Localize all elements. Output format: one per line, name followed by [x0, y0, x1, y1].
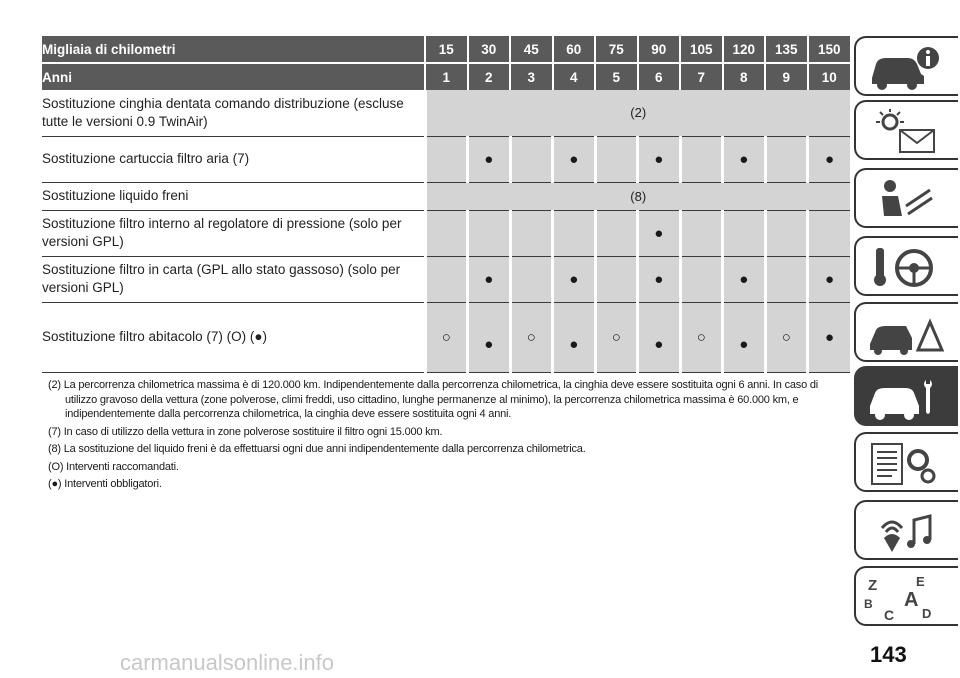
schedule-cell: ●	[808, 136, 851, 182]
km-header-label: Migliaia di chilometri	[42, 36, 425, 63]
schedule-cell	[808, 210, 851, 256]
year-value: 9	[765, 63, 808, 90]
schedule-cell: ●	[468, 302, 511, 372]
schedule-cell: ●	[468, 256, 511, 302]
schedule-cell: ●	[468, 136, 511, 182]
schedule-cell	[765, 256, 808, 302]
footnote: (8) La sostituzione del liquido freni è da effettuarsi ogni due anni indipendentemente dalla percorrenza chilometrica.	[48, 443, 586, 455]
year-value: 8	[723, 63, 766, 90]
km-value: 120	[723, 36, 766, 63]
svg-text:D: D	[922, 606, 932, 621]
schedule-cell: ●	[638, 256, 681, 302]
svg-text:B: B	[864, 597, 873, 611]
schedule-cell	[468, 210, 511, 256]
schedule-cell: ○	[595, 302, 638, 372]
years-header-row	[42, 63, 850, 90]
row-label: Sostituzione filtro interno al regolatore di pressione (solo per versioni GPL)	[42, 210, 425, 256]
year-value: 3	[510, 63, 553, 90]
schedule-cell	[765, 136, 808, 182]
index-icon	[864, 574, 944, 622]
year-value: 7	[680, 63, 723, 90]
schedule-cell	[723, 210, 766, 256]
km-value: 60	[553, 36, 596, 63]
schedule-cell: ●	[553, 302, 596, 372]
row-label: Sostituzione filtro in carta (GPL allo stato gassoso) (solo per versioni GPL)	[42, 256, 425, 302]
maintenance-icon	[864, 374, 944, 422]
schedule-cell	[595, 256, 638, 302]
footnotes	[48, 378, 838, 495]
table-row	[42, 210, 850, 256]
tab-emergency[interactable]	[854, 302, 958, 362]
schedule-cell: ●	[638, 136, 681, 182]
schedule-cell	[510, 210, 553, 256]
table-row	[42, 302, 850, 372]
tab-safety[interactable]	[854, 168, 958, 228]
schedule-cell	[425, 256, 468, 302]
span-note: (2)	[425, 90, 850, 136]
watermark: carmanualsonline.info	[120, 650, 335, 675]
schedule-cell: ●	[638, 302, 681, 372]
schedule-cell: ○	[680, 302, 723, 372]
tab-car-info[interactable]	[854, 36, 958, 96]
schedule-cell: ○	[510, 302, 553, 372]
table-row	[42, 256, 850, 302]
footnote: (●) Interventi obbligatori.	[48, 478, 162, 490]
schedule-cell: ●	[723, 256, 766, 302]
schedule-cell	[595, 136, 638, 182]
km-value: 45	[510, 36, 553, 63]
schedule-cell	[765, 210, 808, 256]
row-label: Sostituzione cinghia dentata comando distribuzione (escluse tutte le versioni 0.9 TwinAir)	[42, 90, 425, 136]
car-info-icon	[864, 44, 944, 92]
technical-data-icon	[864, 440, 944, 488]
schedule-cell	[553, 210, 596, 256]
tab-maintenance[interactable]	[854, 366, 958, 426]
emergency-icon	[864, 310, 944, 358]
tab-multimedia[interactable]	[854, 500, 958, 560]
schedule-cell: ●	[808, 302, 851, 372]
km-value: 30	[468, 36, 511, 63]
maintenance-schedule-table	[42, 36, 850, 373]
km-value: 15	[425, 36, 468, 63]
schedule-cell: ●	[553, 136, 596, 182]
schedule-cell	[595, 210, 638, 256]
svg-text:A: A	[904, 589, 919, 611]
table-row	[42, 90, 850, 136]
years-header-label: Anni	[42, 63, 425, 90]
km-value: 150	[808, 36, 851, 63]
tab-index[interactable]	[854, 566, 958, 626]
year-value: 6	[638, 63, 681, 90]
safety-airbag-icon	[864, 176, 944, 224]
svg-text:C: C	[884, 607, 895, 622]
page-number: 143	[870, 642, 907, 667]
km-header-row	[42, 36, 850, 63]
year-value: 10	[808, 63, 851, 90]
schedule-cell	[510, 256, 553, 302]
schedule-cell: ●	[723, 136, 766, 182]
year-value: 1	[425, 63, 468, 90]
tab-technical-data[interactable]	[854, 432, 958, 492]
schedule-cell: ●	[808, 256, 851, 302]
multimedia-icon	[864, 508, 944, 556]
row-label: Sostituzione cartuccia filtro aria (7)	[42, 136, 425, 182]
schedule-cell	[680, 136, 723, 182]
span-note: (8)	[425, 182, 850, 210]
footnote: (O) Interventi raccomandati.	[48, 460, 179, 473]
table-row	[42, 136, 850, 182]
year-value: 2	[468, 63, 511, 90]
km-value: 105	[680, 36, 723, 63]
table-row	[42, 182, 850, 210]
schedule-cell	[425, 136, 468, 182]
warning-lights-icon	[864, 108, 944, 156]
km-value: 75	[595, 36, 638, 63]
schedule-cell: ○	[765, 302, 808, 372]
svg-text:Z: Z	[868, 577, 878, 594]
year-value: 4	[553, 63, 596, 90]
schedule-cell: ○	[425, 302, 468, 372]
schedule-cell	[680, 256, 723, 302]
schedule-cell: ●	[723, 302, 766, 372]
km-value: 135	[765, 36, 808, 63]
schedule-cell: ●	[638, 210, 681, 256]
schedule-cell	[510, 136, 553, 182]
km-value: 90	[638, 36, 681, 63]
starting-driving-icon	[864, 244, 944, 292]
tab-warning-lights[interactable]	[854, 100, 958, 160]
schedule-cell: ●	[553, 256, 596, 302]
footnote: (7) In caso di utilizzo della vettura in zone polverose sostituire il filtro ogni 15.000 km.	[48, 425, 443, 438]
schedule-cell	[425, 210, 468, 256]
row-label: Sostituzione liquido freni	[42, 182, 425, 210]
schedule-cell	[680, 210, 723, 256]
year-value: 5	[595, 63, 638, 90]
footnote: (2) La percorrenza chilometrica massima è di 120.000 km. Indipendentemente dalla percorrenza chilometrica, la cinghia deve essere sostituita ogni 6 anni. In caso di utilizzo gravoso della vettura (zone polverose, climi freddi, uso cittadino, lunghe permanenze al minimo), la percorrenza chilometrica massima è 60.000 km, e indipendentemente dalla percorrenza chilometrica, la cinghia deve essere sostituita ogni 4 anni.	[48, 379, 819, 420]
row-label: Sostituzione filtro abitacolo (7) (O) (●)	[42, 302, 425, 372]
svg-text:E: E	[916, 574, 925, 589]
tab-starting-driving[interactable]	[854, 236, 958, 296]
